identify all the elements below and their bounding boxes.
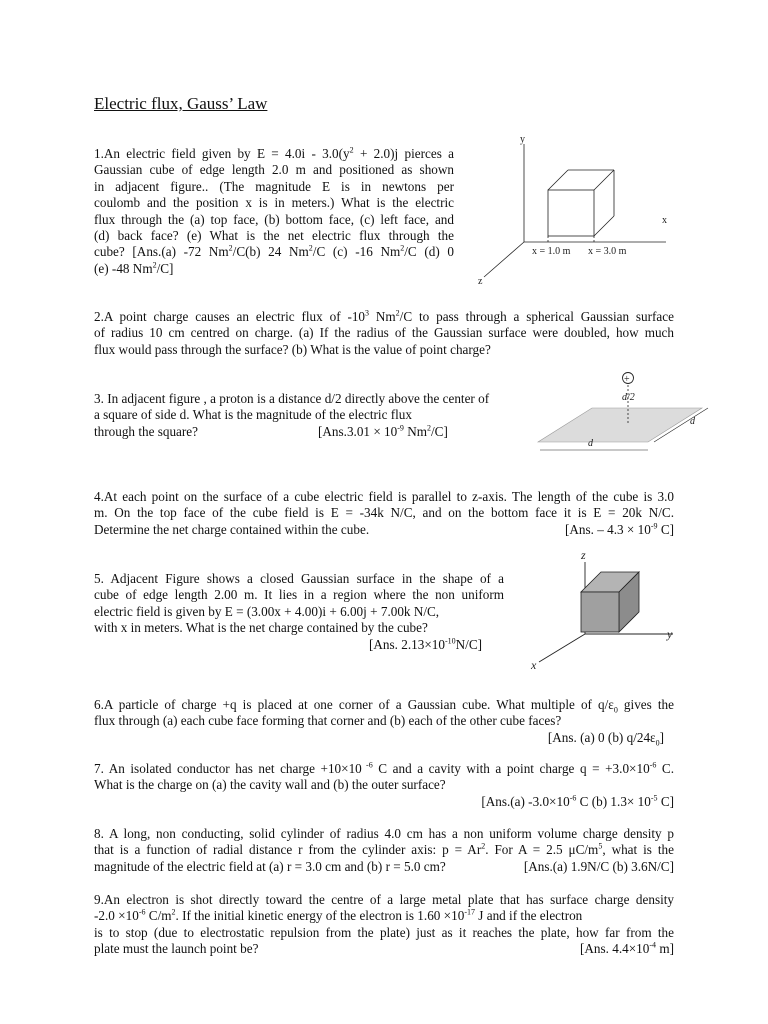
fig3-half-d-label: d/2	[622, 392, 635, 403]
question-7: 7. An isolated conductor has net charge +10×10 $^{-6}$ C and a cavity with a point charge $q = +3.0\times 10^{-6}$ C. What is the charge on (a) the cavity wall and (b) the outer surface? [Ans.(a) $-3.0\times 10^{-6}$ C (b) $1.3\times 10^{-5}$ C]	[94, 760, 674, 809]
question-4: 4.At each point on the surface of a cube electric field is parallel to z-axis. The length of the cube is 3.0 m. On the top face of the cube field is E = -34k N/C, and on the bottom face it is E = 20k N/C. Determine the net charge contained within the cube. [Ans. – $4.3 \times 10^{-9}$ C]	[94, 489, 674, 537]
question-8: 8. A long, non conducting, solid cylinder of radius 4.0 cm has a non uniform volume charge density p that is a function of radial distance r from the cylinder axis: $p = Ar^2$. For A = 2.5 $\mu C/m^5$, what is the magnitude of the electric field at (a) r = 3.0 cm and (b) r = 5.0 cm? [Ans.(a) 1.9N/C (b) 3.6N/C]	[94, 826, 674, 874]
fig5-y-label: y	[667, 627, 673, 641]
fig1-x2-label: x = 3.0 m	[588, 246, 627, 257]
z-axis-line	[484, 242, 524, 277]
fig3-d-side: d	[690, 416, 695, 427]
question-5: 5. Adjacent Figure shows a closed Gaussian surface in the shape of a cube of edge length 2.00 m. It lies in a region where the non uniform electric field is given by E = (3.00x + 4.00)i + 6.00j + 7.00k N/C, with x in meters. What is the net charge contained by the cube? [Ans. $2.13\times 10^{-10}N/C$]	[94, 571, 504, 652]
fig1-y-label: y	[520, 134, 525, 145]
square-plane	[538, 408, 702, 442]
shaded-cube	[581, 572, 639, 632]
fig5-x-label: x	[531, 658, 537, 672]
question-1: 1.An electric field given by $E = 4.0i - 3.0(y^2 + 2.0)j$ pierces a Gaussian cube of edge length 2.0 m and positioned as shown in adjacent figure.. (The magnitude E is in newtons per coulomb and the position x is in meters.) What is the electric flux through the (a) top face, (b) bottom face, (c) left face, and (d) back face? (e) What is the net electric flux through the cube? [Ans.(a) -72 Nm$^2$/C(b) 24 Nm$^2$/C (c) -16 Nm$^2$/C (d) 0 (e) -48 Nm$^2$/C]	[94, 145, 454, 276]
figure-cube-axes	[470, 132, 680, 287]
figure-proton-square	[530, 366, 730, 456]
fig1-x-label: x	[662, 215, 667, 226]
figure-shaded-cube	[525, 548, 690, 673]
cube-outline	[548, 170, 614, 236]
question-9: 9.An electron is shot directly toward the centre of a large metal plate that has surface charge density $-2.0 \times 10^{-6}$ $C/m^2$. If the initial kinetic energy of the electron is $1.60 \times 10^{-17}$ J and if the electron is to stop (due to electrostatic repulsion from the plate) just as it reaches the plate, how far from the plate must the launch point be? [Ans. $4.4\times 10^{-4}$ m]	[94, 892, 674, 957]
question-2: 2.A point charge causes an electric flux of $-10^3$ Nm$^2$/C to pass through a spherical Gaussian surface of radius 10 cm centred on charge. (a) If the radius of the Gaussian surface were doubled, how much flux would pass through the surface? (b) What is the value of point charge?	[94, 308, 674, 357]
proton-plus-sign: +	[624, 374, 630, 385]
fig1-x1-label: x = 1.0 m	[532, 246, 571, 257]
question-3: 3. In adjacent figure , a proton is a distance d/2 directly above the center of a square of side d. What is the magnitude of the electric flux through the square? [$Ans.3.01 \times 10^{-9}$ Nm$^2$/C]	[94, 391, 490, 439]
question-6: 6.A particle of charge +q is placed at one corner of a Gaussian cube. What multiple of $q/\varepsilon_0$ gives the flux through (a) each cube face forming that corner and (b) each of the other cube faces? [Ans. (a) 0 (b) $q/24\varepsilon_0$]	[94, 697, 674, 748]
fig1-z-label: z	[478, 276, 483, 287]
page-title: Electric flux, Gauss’ Law	[94, 94, 268, 113]
fig5-z-label: z	[581, 548, 586, 562]
fig3-d-bottom: d	[588, 438, 593, 449]
